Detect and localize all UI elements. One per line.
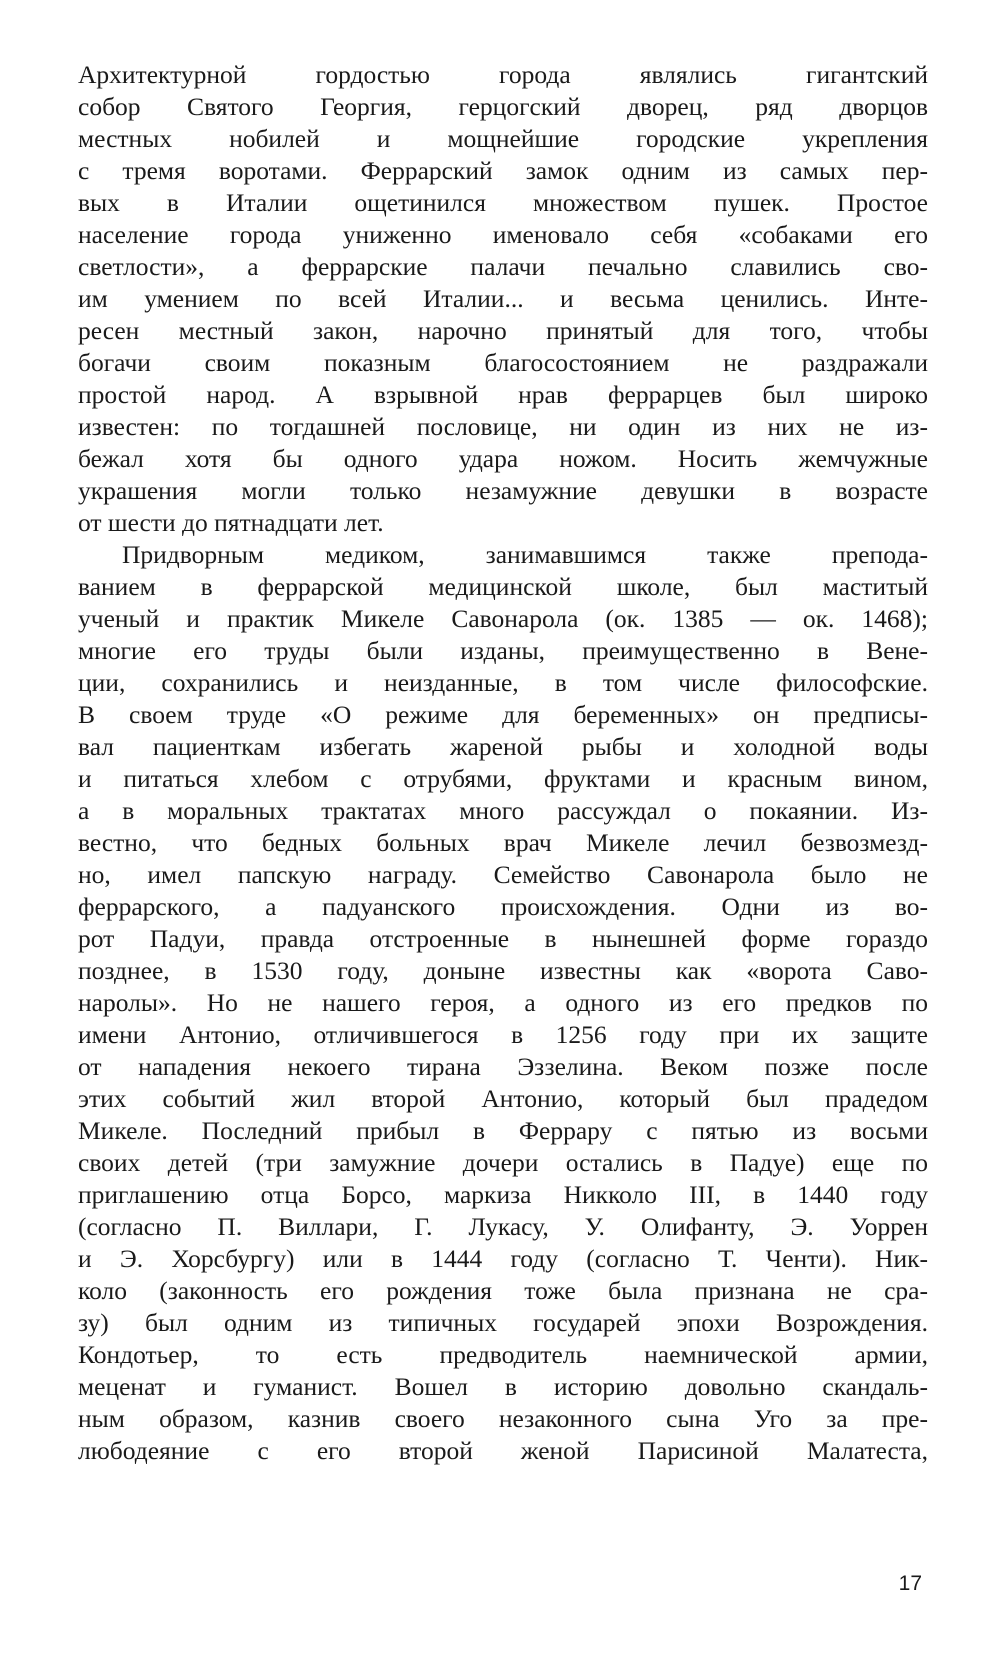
text-line: ресен местный закон, нарочно принятый для того, чтобы [78,316,928,345]
text-line: местных нобилей и мощнейшие городские укрепления [78,124,928,153]
paragraph-1 [78,59,928,539]
text-line: любодеяние с его второй женой Парисиной Малатеста, [78,1436,928,1465]
text-line: а в моральных трактатах много рассуждал о покаянии. Из- [78,796,928,825]
text-line: собор Святого Георгия, герцогский дворец, ряд дворцов [78,92,928,121]
text-line: богачи своим показным благосостоянием не раздражали [78,348,928,377]
text-line: им умением по всей Италии... и весьма ценились. Инте- [78,284,928,313]
text-line: светлости», а феррарские палачи печально славились сво- [78,252,928,281]
text-line: ученый и практик Микеле Савонарола (ок. 1385 — ок. 1468); [78,604,928,633]
text-line: Кондотьер, то есть предводитель наемнической армии, [78,1340,928,1369]
text-line: известен: по тогдашней пословице, ни один из них не из- [78,412,928,441]
text-line: своих детей (три замужние дочери остались в Падуе) еще по [78,1148,928,1177]
text-line: простой народ. А взрывной нрав феррарцев был широко [78,380,928,409]
text-line: многие его труды были изданы, преимущественно в Вене- [78,636,928,665]
text-line: ции, сохранились и неизданные, в том числе философские. [78,668,928,697]
text-line: В своем труде «О режиме для беременных» он предписы- [78,700,928,729]
body-text [78,59,928,1467]
text-line: бежал хотя бы одного удара ножом. Носить жемчужные [78,444,928,473]
text-line: феррарского, а падуанского происхождения. Одни из во- [78,892,928,921]
text-line: рот Падуи, правда отстроенные в нынешней форме гораздо [78,924,928,953]
text-line: и питаться хлебом с отрубями, фруктами и красным вином, [78,764,928,793]
text-line: вых в Италии ощетинился множеством пушек. Простое [78,188,928,217]
text-line: от нападения некоего тирана Эззелина. Веком позже после [78,1052,928,1081]
text-line: (согласно П. Виллари, Г. Лукасу, У. Олифанту, Э. Уоррен [78,1212,928,1241]
text-line: население города униженно именовало себя «собаками его [78,220,928,249]
text-line: ванием в феррарской медицинской школе, был маститый [78,572,928,601]
text-line: коло (законность его рождения тоже была признана не сра- [78,1276,928,1305]
text-line: украшения могли только незамужние девушки в возрасте [78,476,928,505]
text-line: Архитектурной гордостью города являлись гигантский [78,60,928,89]
text-line: ным образом, казнив своего незаконного сына Уго за пре- [78,1404,928,1433]
text-line: Микеле. Последний прибыл в Феррару с пятью из восьми [78,1116,928,1145]
text-line: Придворным медиком, занимавшимся также препода- [122,540,928,569]
text-line: но, имел папскую награду. Семейство Савонарола было не [78,860,928,889]
text-line: вестно, что бедных больных врач Микеле лечил безвозмезд- [78,828,928,857]
text-line: и Э. Хорсбургу) или в 1444 году (согласно Т. Ченти). Ник- [78,1244,928,1273]
paragraph-2 [78,539,928,1467]
text-line: вал пациенткам избегать жареной рыбы и холодной воды [78,732,928,761]
text-line: приглашению отца Борсо, маркиза Никколо III, в 1440 году [78,1180,928,1209]
page-number: 17 [898,1572,922,1595]
text-line: наролы». Но не нашего героя, а одного из его предков по [78,988,928,1017]
text-line: имени Антонио, отличившегося в 1256 году при их защите [78,1020,928,1049]
text-line: зу) был одним из типичных государей эпохи Возрождения. [78,1308,928,1337]
text-line: с тремя воротами. Феррарский замок одним из самых пер- [78,156,928,185]
text-line: этих событий жил второй Антонио, который был прадедом [78,1084,928,1113]
text-line: позднее, в 1530 году, доныне известны как «ворота Саво- [78,956,928,985]
text-line: от шести до пятнадцати лет. [78,508,384,537]
text-line: меценат и гуманист. Вошел в историю довольно скандаль- [78,1372,928,1401]
